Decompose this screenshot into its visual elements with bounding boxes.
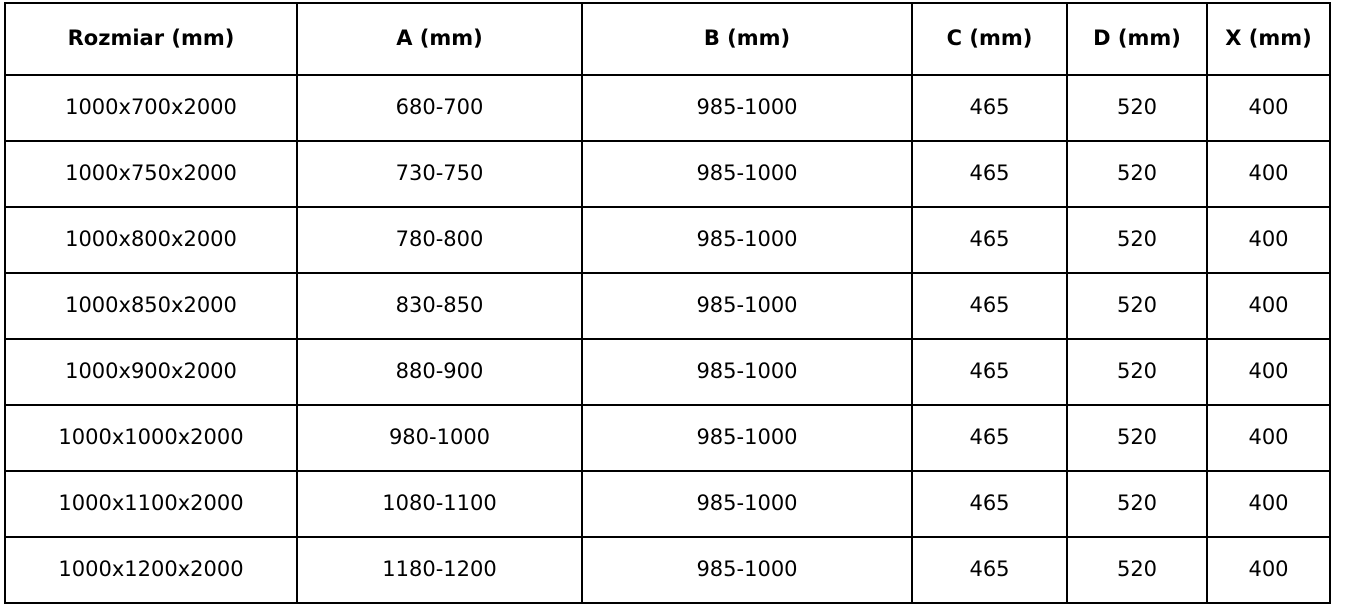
cell-c: 465 [912, 339, 1067, 405]
column-header-a: A (mm) [297, 3, 582, 75]
table-row [5, 207, 1330, 273]
cell-b: 985-1000 [582, 537, 912, 603]
cell-a: 880-900 [297, 339, 582, 405]
cell-x: 400 [1207, 471, 1330, 537]
cell-d: 520 [1067, 471, 1207, 537]
table-row [5, 273, 1330, 339]
cell-a: 1080-1100 [297, 471, 582, 537]
header-row [5, 3, 1330, 75]
cell-b: 985-1000 [582, 471, 912, 537]
table-body [5, 75, 1330, 603]
table-row [5, 405, 1330, 471]
cell-d: 520 [1067, 207, 1207, 273]
cell-x: 400 [1207, 141, 1330, 207]
cell-a: 1180-1200 [297, 537, 582, 603]
cell-rozmiar: 1000x900x2000 [5, 339, 297, 405]
cell-c: 465 [912, 141, 1067, 207]
size-table [4, 2, 1331, 604]
cell-a: 980-1000 [297, 405, 582, 471]
cell-rozmiar: 1000x1100x2000 [5, 471, 297, 537]
column-header-b: B (mm) [582, 3, 912, 75]
cell-b: 985-1000 [582, 273, 912, 339]
cell-a: 830-850 [297, 273, 582, 339]
table-row [5, 75, 1330, 141]
cell-rozmiar: 1000x1000x2000 [5, 405, 297, 471]
table-header [5, 3, 1330, 75]
table-row [5, 339, 1330, 405]
table-row [5, 471, 1330, 537]
cell-c: 465 [912, 273, 1067, 339]
cell-a: 730-750 [297, 141, 582, 207]
cell-rozmiar: 1000x750x2000 [5, 141, 297, 207]
cell-x: 400 [1207, 207, 1330, 273]
cell-x: 400 [1207, 537, 1330, 603]
cell-x: 400 [1207, 339, 1330, 405]
table-row [5, 537, 1330, 603]
cell-b: 985-1000 [582, 207, 912, 273]
cell-b: 985-1000 [582, 75, 912, 141]
cell-a: 680-700 [297, 75, 582, 141]
cell-d: 520 [1067, 405, 1207, 471]
cell-c: 465 [912, 537, 1067, 603]
cell-a: 780-800 [297, 207, 582, 273]
cell-c: 465 [912, 405, 1067, 471]
cell-d: 520 [1067, 75, 1207, 141]
column-header-rozmiar: Rozmiar (mm) [5, 3, 297, 75]
cell-x: 400 [1207, 273, 1330, 339]
cell-x: 400 [1207, 75, 1330, 141]
cell-b: 985-1000 [582, 339, 912, 405]
cell-d: 520 [1067, 339, 1207, 405]
column-header-c: C (mm) [912, 3, 1067, 75]
dimension-table-sheet [0, 2, 1357, 591]
cell-rozmiar: 1000x700x2000 [5, 75, 297, 141]
cell-b: 985-1000 [582, 141, 912, 207]
column-header-d: D (mm) [1067, 3, 1207, 75]
cell-c: 465 [912, 207, 1067, 273]
cell-d: 520 [1067, 537, 1207, 603]
cell-rozmiar: 1000x850x2000 [5, 273, 297, 339]
cell-d: 520 [1067, 273, 1207, 339]
cell-rozmiar: 1000x800x2000 [5, 207, 297, 273]
cell-b: 985-1000 [582, 405, 912, 471]
cell-x: 400 [1207, 405, 1330, 471]
cell-d: 520 [1067, 141, 1207, 207]
cell-rozmiar: 1000x1200x2000 [5, 537, 297, 603]
cell-c: 465 [912, 471, 1067, 537]
table-row [5, 141, 1330, 207]
column-header-x: X (mm) [1207, 3, 1330, 75]
cell-c: 465 [912, 75, 1067, 141]
